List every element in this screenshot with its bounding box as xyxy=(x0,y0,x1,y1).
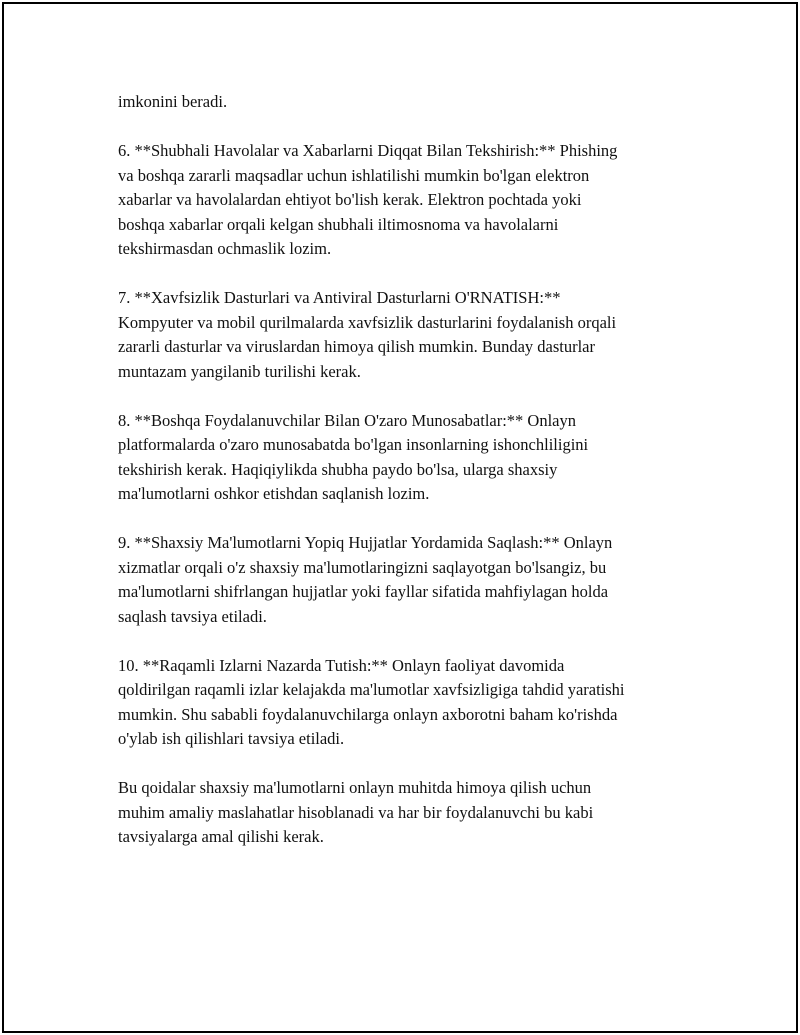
paragraph-item-10: 10. **Raqamli Izlarni Nazarda Tutish:** Onlayn faoliyat davomida qoldirilgan raqamli izlar kelajakda ma'lumotlar xavfsizligiga tahdid yaratishi mumkin. Shu sababli foydalanuvchilarga onlayn axborotni baham ko'rishda o'ylab ish qilishlari tavsiya etiladi. xyxy=(118,655,625,748)
paragraph-item-8: 8. **Boshqa Foydalanuvchilar Bilan O'zaro Munosabatlar:** Onlayn platformalarda o'zaro munosabatda bo'lgan insonlarning ishonchliligini tekshirish kerak. Haqiqiylikda shubha paydo bo'lsa, ularga shaxsiy ma'lumotlarni oshkor etishdan saqlanish lozim. xyxy=(118,410,589,503)
paragraph-item-6: 6. **Shubhali Havolalar va Xabarlarni Diqqat Bilan Tekshirish:** Phishing va boshqa zararli maqsadlar uchun ishlatilishi mumkin bo'lgan elektron xabarlar va havolalardan ehtiyot bo'lish kerak. Elektron pochtada yoki boshqa xabarlar orqali kelgan shubhali iltimosnoma va havolalarni tekshirmasdan ochmaslik lozim. xyxy=(118,141,618,258)
paragraph-conclusion: Bu qoidalar shaxsiy ma'lumotlarni onlayn muhitda himoya qilish uchun muhim amaliy maslahatlar hisoblanadi va har bir foydalanuvchi bu kabi tavsiyalarga amal qilishi kerak. xyxy=(118,778,594,846)
document-body xyxy=(118,90,698,850)
paragraph-item-9: 9. **Shaxsiy Ma'lumotlarni Yopiq Hujjatlar Yordamida Saqlash:** Onlayn xizmatlar orqali o'z shaxsiy ma'lumotlaringizni saqlayotgan bo'lsangiz, bu ma'lumotlarni shifrlangan hujjatlar yoki fayllar sifatida mahfiylagan holda saqlash tavsiya etiladi. xyxy=(118,533,613,626)
paragraph-item-7: 7. **Xavfsizlik Dasturlari va Antiviral Dasturlarni O'RNATISH:** Kompyuter va mobil qurilmalarda xavfsizlik dasturlarini foydalanish orqali zararli dasturlar va viruslardan himoya qilish mumkin. Bunday dasturlar muntazam yangilanib turilishi kerak. xyxy=(118,288,617,381)
paragraph-continuation: imkonini beradi. xyxy=(118,92,228,111)
